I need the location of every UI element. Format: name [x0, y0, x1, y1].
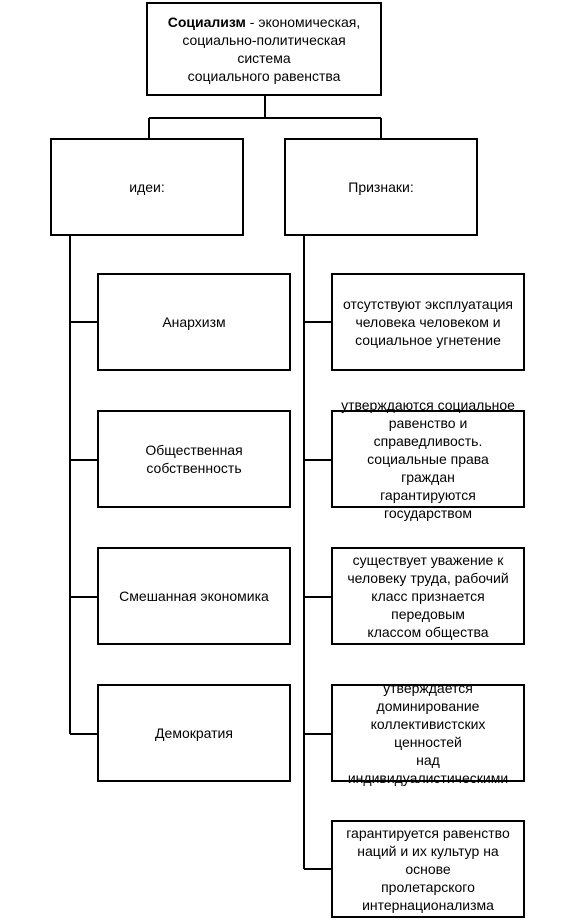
sign-line: утверждается	[383, 680, 473, 696]
sign-box-3	[331, 547, 525, 645]
root-line-2: социально-политическая система	[182, 32, 346, 66]
root-line-3: социального равенства	[187, 68, 341, 84]
ideas-header-box	[50, 138, 244, 236]
idea-box-3	[97, 547, 291, 645]
sign-line: равенство и справедливость.	[373, 415, 483, 449]
sign-box-2	[331, 397, 525, 521]
idea-label: Демократия	[155, 725, 233, 741]
sign-box-5	[331, 820, 525, 918]
idea-box-2	[97, 410, 291, 508]
ideas-header: идеи:	[129, 179, 165, 195]
sign-line: гарантируется равенство	[346, 825, 510, 841]
root-title-rest: - экономическая,	[245, 14, 361, 30]
sign-line: утверждаются социальное	[341, 397, 515, 413]
idea-box-4	[97, 684, 291, 782]
sign-line: наций и их культур на основе	[357, 843, 499, 877]
sign-line: над индивидуалистическими	[347, 752, 509, 786]
sign-line: коллективистских ценностей	[370, 716, 486, 750]
sign-box-4	[331, 680, 525, 786]
signs-header-box	[284, 138, 478, 236]
sign-line: пролетарского	[381, 879, 475, 895]
sign-line: социальное угнетение	[355, 332, 501, 348]
idea-box-1	[97, 273, 291, 371]
idea-label: Смешанная экономика	[119, 588, 269, 604]
idea-label: Общественная собственность	[145, 442, 243, 476]
sign-box-1	[331, 273, 525, 371]
sign-line: доминирование	[376, 698, 480, 714]
sign-line: классом общества	[367, 624, 489, 640]
sign-line: человеку труда, рабочий	[347, 570, 509, 586]
idea-label: Анархизм	[162, 314, 226, 330]
root-title-bold: Социализм	[167, 14, 246, 30]
sign-line: существует уважение к	[352, 552, 504, 568]
sign-line: гарантируются государством	[380, 487, 476, 521]
signs-header: Признаки:	[348, 179, 414, 195]
root-box	[146, 2, 382, 96]
sign-line: класс признается передовым	[371, 588, 485, 622]
sign-line: социальные права граждан	[367, 451, 489, 485]
sign-line: человека человеком и	[355, 314, 501, 330]
sign-line: интернационализма	[362, 897, 494, 913]
sign-line: отсутствуют эксплуатация	[343, 296, 513, 312]
